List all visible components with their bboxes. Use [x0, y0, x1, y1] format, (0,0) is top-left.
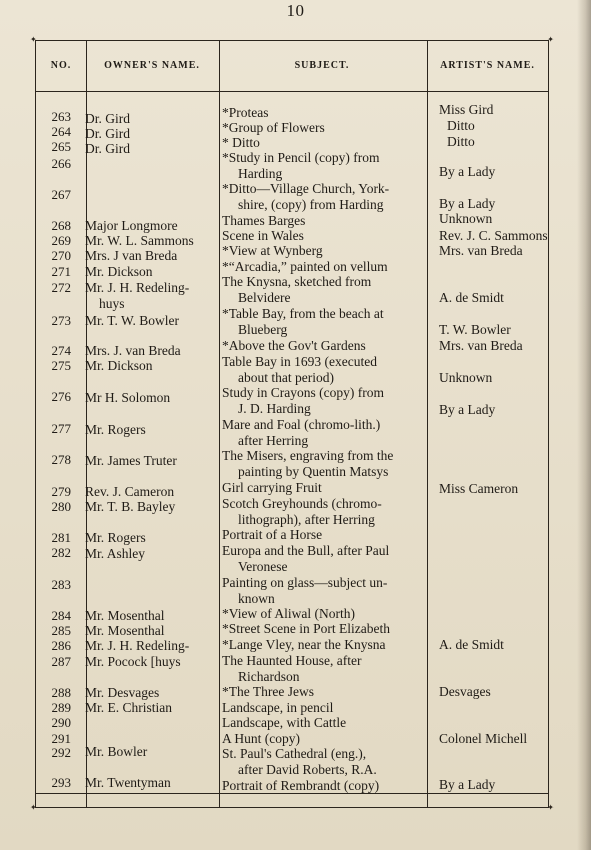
entry-number: 288	[51, 685, 71, 700]
artist-name: A. de Smidt	[439, 290, 504, 305]
subject-line: Portrait of Rembrandt (copy)	[222, 778, 380, 793]
subject-line: The Haunted House, after	[222, 653, 362, 668]
subject-line: *Street Scene in Port Elizabeth	[222, 621, 390, 636]
subject-line: *Ditto—Village Church, York-	[222, 181, 390, 196]
entry-number: 289	[51, 700, 71, 715]
artist-name: Ditto	[447, 118, 475, 133]
subject-entry	[222, 105, 425, 121]
owner-name: Mr. W. L. Sammons	[85, 233, 194, 248]
owner-name: Mrs. J. van Breda	[85, 343, 181, 358]
subject-entry	[222, 135, 425, 151]
subject-line: *Above the Gov't Gardens	[222, 338, 366, 353]
subject-line: Belvidere	[238, 289, 291, 305]
subject-entry	[222, 448, 425, 479]
subject-entry	[222, 480, 425, 496]
subject-line: *“Arcadia,” painted on vellum	[222, 259, 388, 274]
entry-number: 279	[51, 484, 71, 499]
subject-entry	[222, 150, 425, 181]
entry-number: 269	[51, 233, 71, 248]
subject-line: The Knysna, sketched from	[222, 274, 372, 289]
header-owner: OWNER'S NAME.	[104, 60, 200, 71]
entry-number: 286	[51, 638, 71, 653]
subject-line: Scotch Greyhounds (chromo-	[222, 496, 382, 511]
owner-name: Mr. Twentyman	[85, 775, 171, 790]
subject-line: Table Bay in 1693 (executed	[222, 354, 377, 369]
artist-name: By a Lady	[439, 777, 496, 792]
artist-name: Miss Gird	[439, 102, 494, 117]
owner-name: Dr. Gird	[85, 111, 130, 126]
page-edge-shadow	[577, 0, 591, 850]
subject-line: Portrait of a Horse	[222, 527, 323, 542]
subject-line: A Hunt (copy)	[222, 731, 300, 746]
corner-ornament: ✦	[547, 35, 554, 44]
owner-name: Mr H. Solomon	[85, 390, 171, 405]
owner-name: Mr. Pocock [huys	[85, 654, 181, 669]
subject-entry	[222, 606, 425, 622]
owner-name: Mr. Bowler	[85, 744, 148, 759]
subject-entry	[222, 527, 425, 543]
artist-name: Unknown	[439, 370, 493, 385]
artist-name: Mrs. van Breda	[439, 338, 523, 353]
subject-line: *Lange Vley, near the Knysna	[222, 637, 386, 652]
entry-number: 285	[51, 623, 71, 638]
entry-number: 287	[51, 654, 71, 669]
subject-line: *View at Wynberg	[222, 243, 323, 258]
subject-entry	[222, 181, 425, 212]
column-divider	[427, 41, 428, 807]
subject-line: Europa and the Bull, after Paul	[222, 543, 390, 558]
subject-line: shire, (copy) from Harding	[238, 196, 384, 212]
header-artist: ARTIST'S NAME.	[440, 60, 535, 71]
owner-name: Mr. Dickson	[85, 264, 153, 279]
subject-line: after David Roberts, R.A.	[238, 761, 377, 777]
subject-line: *Study in Pencil (copy) from	[222, 150, 380, 165]
subject-entry	[222, 653, 425, 684]
artist-name: A. de Smidt	[439, 637, 504, 652]
owner-name: Mr. E. Christian	[85, 700, 172, 715]
subject-entry	[222, 213, 425, 229]
owner-name: Dr. Gird	[85, 141, 130, 156]
entry-number: 278	[51, 452, 71, 467]
subject-line: lithograph), after Herring	[238, 511, 375, 527]
entry-number: 268	[51, 218, 71, 233]
subject-line: after Herring	[238, 432, 309, 448]
subject-entry	[222, 731, 425, 747]
owner-name: Mr. Ashley	[85, 546, 146, 561]
subject-line: *Table Bay, from the beach at	[222, 306, 384, 321]
owner-name: Major Longmore	[85, 218, 178, 233]
subject-line: painting by Quentin Matsys	[238, 463, 389, 479]
entry-number: 293	[51, 775, 71, 790]
subject-line: Scene in Wales	[222, 228, 304, 243]
owner-name: Mr. J. H. Redeling-	[85, 638, 190, 653]
owner-name: Mr. Dickson	[85, 358, 153, 373]
header-no: NO.	[50, 60, 72, 71]
subject-line: Blueberg	[238, 321, 288, 337]
subject-line: *Proteas	[222, 105, 269, 120]
subject-line: Study in Crayons (copy) from	[222, 385, 384, 400]
artist-name: Rev. J. C. Sammons	[439, 228, 548, 243]
subject-entry	[222, 274, 425, 305]
entry-number: 265	[51, 139, 71, 154]
entry-number: 274	[51, 343, 71, 358]
corner-ornament: ✦	[547, 803, 554, 812]
header-rule	[36, 91, 548, 92]
subject-entry	[222, 259, 425, 275]
subject-entry	[222, 637, 425, 653]
subject-line: Landscape, with Cattle	[222, 715, 347, 730]
subject-line: The Misers, engraving from the	[222, 448, 394, 463]
subject-entry	[222, 543, 425, 574]
entry-number: 277	[51, 421, 71, 436]
corner-ornament: ✦	[30, 35, 37, 44]
entry-number: 290	[51, 715, 71, 730]
subject-entry	[222, 243, 425, 259]
entry-number: 275	[51, 358, 71, 373]
subject-line: J. D. Harding	[238, 400, 311, 416]
entry-number: 276	[51, 389, 71, 404]
subject-line: Painting on glass—subject un-	[222, 575, 388, 590]
entry-number: 291	[51, 731, 71, 746]
entry-number: 264	[51, 124, 71, 139]
artist-name: Mrs. van Breda	[439, 243, 523, 258]
owner-name: Mr. Rogers	[85, 422, 146, 437]
owner-name: Mr. J. H. Redeling-	[85, 280, 190, 295]
artist-name: Ditto	[447, 134, 475, 149]
subject-line: about that period)	[238, 369, 334, 385]
subject-line: Mare and Foal (chromo-lith.)	[222, 417, 381, 432]
entry-number: 283	[51, 577, 71, 592]
artist-name: By a Lady	[439, 164, 496, 179]
entry-number: 267	[51, 187, 71, 202]
subject-entry	[222, 354, 425, 385]
subject-entry	[222, 228, 425, 244]
owner-name: Mr. Mosenthal	[85, 623, 165, 638]
artist-name: Desvages	[439, 684, 491, 699]
owner-name: Mr. Rogers	[85, 530, 146, 545]
subject-entry	[222, 417, 425, 448]
artist-name: By a Lady	[439, 402, 496, 417]
subject-entry	[222, 385, 425, 416]
artist-name: Unknown	[439, 211, 493, 226]
subject-line: Richardson	[238, 668, 300, 684]
entry-number: 270	[51, 248, 71, 263]
subject-line: Veronese	[238, 558, 288, 574]
subject-entry	[222, 575, 425, 606]
owner-name: Mr. James Truter	[85, 453, 177, 468]
subject-entry	[222, 338, 425, 354]
subject-line: *View of Aliwal (North)	[222, 606, 356, 621]
owner-name: Mr. T. B. Bayley	[85, 499, 176, 514]
subject-line: Girl carrying Fruit	[222, 480, 322, 495]
entry-number: 271	[51, 264, 71, 279]
artist-name: T. W. Bowler	[439, 322, 511, 337]
entry-number: 280	[51, 499, 71, 514]
entry-number: 272	[51, 280, 71, 295]
owner-name: Mr. Desvages	[85, 685, 160, 700]
subject-line: known	[238, 590, 275, 606]
owner-name: Mr. Mosenthal	[85, 608, 165, 623]
entry-number: 263	[51, 109, 71, 124]
entry-number: 281	[51, 530, 71, 545]
page-number: 10	[286, 1, 305, 20]
entry-number: 266	[51, 156, 71, 171]
subject-line: *The Three Jews	[222, 684, 314, 699]
entry-number: 282	[51, 545, 71, 560]
corner-ornament: ✦	[30, 803, 37, 812]
entry-number: 292	[51, 745, 71, 760]
owner-name: Mr. T. W. Bowler	[85, 313, 180, 328]
owner-name: Mrs. J van Breda	[85, 248, 178, 263]
subject-entry	[222, 120, 425, 136]
artist-name: By a Lady	[439, 196, 496, 211]
artist-name: Miss Cameron	[439, 481, 519, 496]
subject-entry	[222, 700, 425, 716]
subject-entry	[222, 715, 425, 731]
subject-entry	[222, 684, 425, 700]
subject-line: Landscape, in pencil	[222, 700, 334, 715]
subject-entry	[222, 621, 425, 637]
owner-name: Dr. Gird	[85, 126, 130, 141]
artist-name: Colonel Michell	[439, 731, 528, 746]
subject-line: * Ditto	[222, 135, 260, 150]
owner-name: Rev. J. Cameron	[85, 484, 175, 499]
owner-name: huys	[99, 296, 125, 311]
subject-entry	[222, 746, 425, 777]
subject-line: *Group of Flowers	[222, 120, 325, 135]
subject-line: St. Paul's Cathedral (eng.),	[222, 746, 367, 761]
header-subject: SUBJECT.	[294, 60, 350, 71]
subject-entry	[222, 778, 425, 794]
subject-entry	[222, 306, 425, 337]
subject-line: Thames Barges	[222, 213, 306, 228]
entry-number: 284	[51, 608, 71, 623]
subject-line: Harding	[238, 165, 283, 181]
entry-number: 273	[51, 313, 71, 328]
subject-entry	[222, 496, 425, 527]
